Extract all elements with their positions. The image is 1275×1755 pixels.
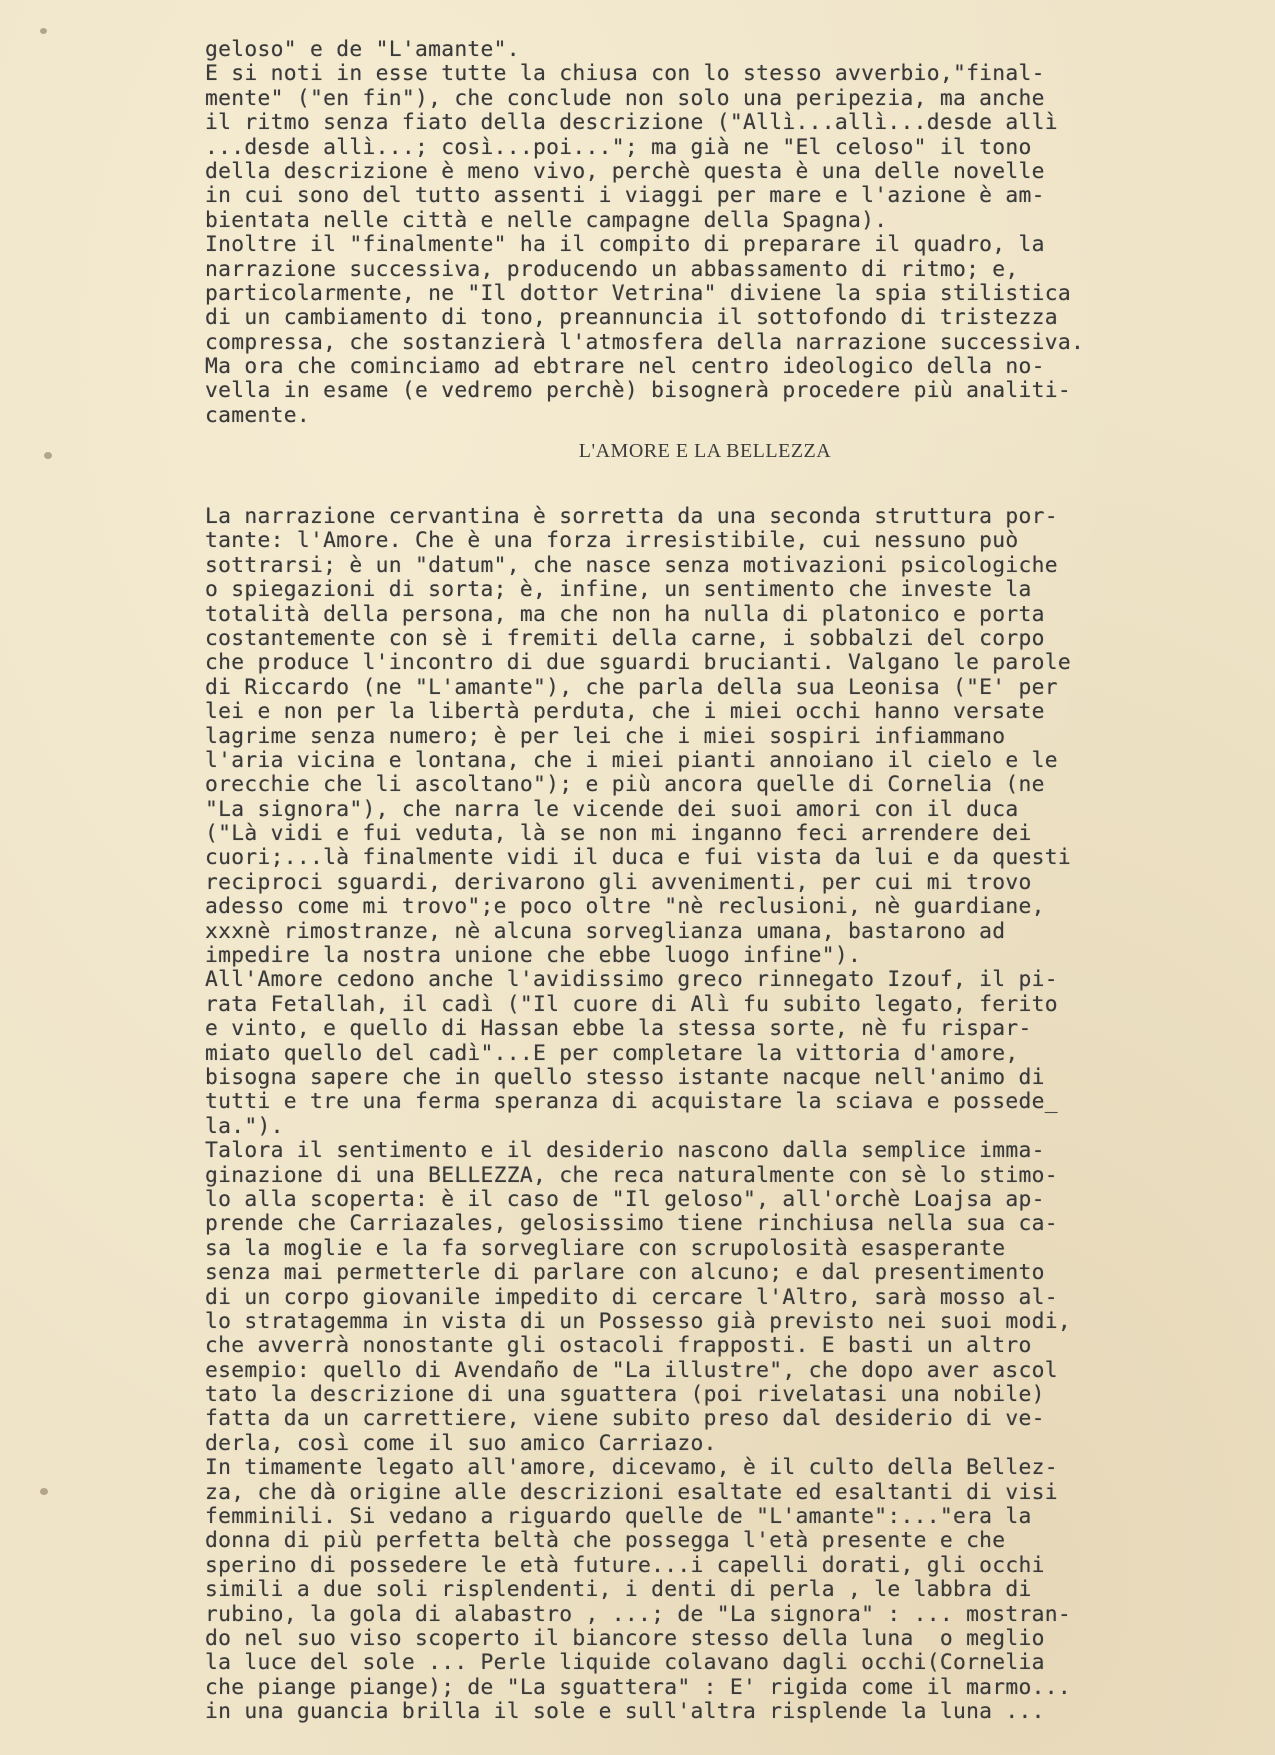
text-line: prende che Carriazales, gelosissimo tiene rinchiusa nella sua ca- — [205, 1211, 1058, 1237]
text-line: miato quello del cadì"...E per completare la vittoria d'amore, — [205, 1040, 1019, 1066]
text-line: ...desde allì...; così...poi..."; ma già ne "El celoso" il tono — [205, 134, 1032, 160]
text-line: mente" ("en fin"), che conclude non solo una peripezia, ma anche — [205, 85, 1045, 111]
text-line: Ma ora che cominciamo ad ebtrare nel centro ideologico della no- — [205, 354, 1045, 380]
text-line: reciproci sguardi, derivarono gli avvenimenti, per cui mi trovo — [205, 869, 1032, 895]
text-line: narrazione successiva, producendo un abbassamento di ritmo; e, — [205, 256, 1019, 282]
text-line: simili a due soli risplendenti, i denti di perla , le labbra di — [205, 1577, 1032, 1603]
text-line: costantemente con sè i fremiti della carne, i sobbalzi del corpo — [205, 625, 1045, 651]
punch-hole-mark — [40, 28, 47, 34]
opening-paragraphs — [205, 38, 1255, 428]
text-line: femminili. Si vedano a riguardo quelle de "L'amante":..."era la — [205, 1504, 1032, 1530]
text-line: La narrazione cervantina è sorretta da una seconda struttura por- — [205, 504, 1058, 529]
punch-hole-mark — [40, 1488, 48, 1495]
text-line: o spiegazioni di sorta; è, infine, un sentimento che investe la — [205, 577, 1032, 603]
text-line: di un cambiamento di tono, preannuncia il sottofondo di tristezza — [205, 305, 1058, 331]
text-line: sa la moglie e la fa sorvegliare con scrupolosità esasperante — [205, 1235, 1006, 1261]
text-line: la."). — [205, 1113, 284, 1139]
text-line: bientata nelle città e nelle campagne della Spagna). — [205, 207, 888, 233]
text-line: che produce l'incontro di due sguardi brucianti. Valgano le parole — [205, 650, 1072, 676]
text-line: ginazione di una BELLEZZA, che reca naturalmente con sè lo stimo- — [205, 1162, 1058, 1188]
text-line: lo stratagemma in vista di un Possesso già previsto nei suoi modi, — [205, 1308, 1072, 1334]
text-line: il ritmo senza fiato della descrizione ("Allì...allì...desde allì — [205, 110, 1058, 136]
text-line: lagrime senza numero; è per lei che i miei sospiri infiammano — [205, 723, 1006, 749]
text-line: la luce del sole ... Perle liquide colavano dagli occhi(Cornelia — [205, 1650, 1045, 1676]
text-line: donna di più perfetta beltà che possegga l'età presente e che — [205, 1528, 1006, 1554]
text-line: in cui sono del tutto assenti i viaggi per mare e l'azione è am- — [205, 183, 1045, 209]
text-line: della descrizione è meno vivo, perchè questa è una delle novelle — [205, 158, 1045, 184]
text-line: sperino di possedere le età future...i capelli dorati, gli occhi — [205, 1552, 1045, 1578]
text-line: tato la descrizione di una sguattera (poi rivelatasi una nobile) — [205, 1382, 1045, 1408]
text-line: xxxnè rimostranze, nè alcuna sorveglianza umana, bastarono ad — [205, 918, 1006, 944]
text-line: l'aria vicina e lontana, che i miei pianti annoiano il cielo e le — [205, 747, 1058, 773]
text-line: esempio: quello di Avendaño de "La illustre", che dopo aver ascol — [205, 1357, 1058, 1383]
text-line: che piange piange); de "La sguattera" : E' rigida come il marmo... — [205, 1674, 1072, 1700]
text-line: cuori;...là finalmente vidi il duca e fui vista da lui e da questi — [205, 845, 1072, 871]
text-line: sottrarsi; è un "datum", che nasce senza motivazioni psicologiche — [205, 552, 1058, 578]
text-line: In timamente legato all'amore, dicevamo, è il culto della Bellez- — [205, 1455, 1058, 1481]
text-line: lei e non per la libertà perduta, che i miei occhi hanno versate — [205, 699, 1045, 725]
text-line: Inoltre il "finalmente" ha il compito di preparare il quadro, la — [205, 232, 1045, 258]
text-line: rata Fetallah, il cadì ("Il cuore di Alì fu subito legato, ferito — [205, 991, 1058, 1017]
text-line: "La signora"), che narra le vicende dei suoi amori con il duca — [205, 796, 1019, 822]
text-line: impedire la nostra unione che ebbe luogo infine"). — [205, 943, 862, 969]
text-line: tante: l'Amore. Che è una forza irresistibile, cui nessuno può — [205, 528, 1019, 554]
text-line: orecchie che li ascoltano"); e più ancora quelle di Cornelia (ne — [205, 772, 1045, 798]
text-line: fatta da un carrettiere, viene subito preso dal desiderio di ve- — [205, 1406, 1045, 1432]
text-line: lo alla scoperta: è il caso de "Il geloso", all'orchè Loajsa ap- — [205, 1186, 1045, 1212]
text-line: in una guancia brilla il sole e sull'altra risplende la luna ... — [205, 1699, 1045, 1725]
section-heading: L'AMORE E LA BELLEZZA — [578, 440, 832, 462]
text-line: di un corpo giovanile impedito di cercare l'Altro, sarà mosso al- — [205, 1284, 1058, 1310]
text-line: vella in esame (e vedremo perchè) bisognerà procedere più analiti- — [205, 378, 1072, 404]
text-line: compressa, che sostanzierà l'atmosfera della narrazione successiva. — [205, 329, 1085, 355]
text-line: e vinto, e quello di Hassan ebbe la stessa sorte, nè fu rispar- — [205, 1016, 1032, 1042]
text-line: camente. — [205, 402, 310, 428]
text-line: che avverrà nonostante gli ostacoli frapposti. E basti un altro — [205, 1333, 1032, 1359]
text-line: rubino, la gola di alabastro , ...; de "La signora" : ... mostran- — [205, 1601, 1072, 1627]
text-line: senza mai permetterle di parlare con alcuno; e dal presentimento — [205, 1260, 1045, 1286]
text-line: totalità della persona, ma che non ha nulla di platonico e porta — [205, 601, 1045, 627]
text-line: particolarmente, ne "Il dottor Vetrina" diviene la spia stilistica — [205, 280, 1072, 306]
text-line: ("Là vidi e fui veduta, là se non mi inganno feci arrendere dei — [205, 821, 1032, 847]
text-line: Talora il sentimento e il desiderio nascono dalla semplice imma- — [205, 1138, 1045, 1164]
text-line: geloso" e de "L'amante". — [205, 37, 520, 62]
text-line: za, che dà origine alle descrizioni esaltate ed esaltanti di visi — [205, 1479, 1058, 1505]
text-line: do nel suo viso scoperto il biancore stesso della luna o meglio — [205, 1625, 1045, 1651]
text-line: All'Amore cedono anche l'avidissimo greco rinnegato Izouf, il pi- — [205, 967, 1058, 993]
text-line: tutti e tre una ferma speranza di acquistare la sciava e possede_ — [205, 1089, 1058, 1115]
text-line: E si noti in esse tutte la chiusa con lo stesso avverbio,"final- — [205, 61, 1045, 87]
text-line: di Riccardo (ne "L'amante"), che parla della sua Leonisa ("E' per — [205, 674, 1058, 700]
section-body — [205, 505, 1255, 1725]
text-line: adesso come mi trovo";e poco oltre "nè reclusioni, nè guardiane, — [205, 894, 1045, 920]
text-line: bisogna sapere che in quello stesso istante nacque nell'animo di — [205, 1064, 1045, 1090]
text-line: derla, così come il suo amico Carriazo. — [205, 1430, 717, 1456]
punch-hole-mark — [44, 452, 52, 459]
